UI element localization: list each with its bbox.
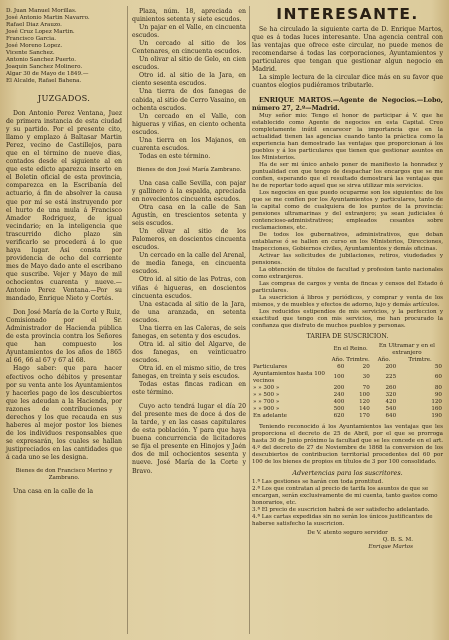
date-line: Algar 30 de Mayo de 1849.— (6, 71, 89, 77)
table-row (252, 364, 443, 371)
property-item: Otra casa en la calle de San Agustín, en trescientos setenta y seis escudos. (132, 204, 246, 228)
article-paragraph: Teniendo reconocido á los Ayuntamientos las ventajas que les proporciona el decreto de 25 de Abril, por el que se prorroga hasta 30 de Junio próximo la facultad que se les concede en el art. 4.º del decreto de 27 de Noviembre de 1868 la conversion de los descubiertos de contribucion territorial procedentes del 60 por 100 de los bienes de propios en títulos de 3 por 100 consolidado. (252, 423, 443, 465)
article-paragraph: Muy señor mio: Tengo el honor de participar á V. que he establecido como Agente de negocios en esta Capital. Creo completamente inútil encarecer la importancia que en la actualidad tienen las agencias cuando tanto la práctica como la experiencia han demostrado las ventajas que proporcionan á los pueblos y á los particulares que tienen que gestionar asuntos en los Ministerios. (252, 112, 443, 161)
table-cell: 50 (434, 363, 442, 370)
article-paragraph: Ha de ser mi único anhelo poner de manifiesto la honradez y puntualidad con que tengo de despachar los encargos que se me confien, esperando que el resultado demostrará las ventajas que he de reportar todo aquel que se sirva utilizar mis servicios. (252, 161, 443, 189)
article-paragraph: Activar las solicitudes de jubilaciones, retiros, viudedades y pensiones. (252, 252, 443, 266)
column-left (6, 8, 122, 496)
property-item: Una casa calle Sevilla, con pajar y gallinero á la espalda, apreciada en novecientos cincuenta escudos. (132, 179, 246, 203)
goods-heading: Bienes de don José María Zambrano. (136, 166, 242, 173)
table-cell: 30 (362, 374, 370, 381)
member-name: Antonio Sanchez Puerto. (6, 57, 76, 63)
property-item: Otro id. al sitio de las Potras, con viñas é higueras, en doscientos cincuenta escudos. (132, 276, 246, 300)
table-cell: 140 (359, 405, 370, 412)
column-right (252, 5, 443, 551)
property-item: Un cercado en el Valle, con higueras y viñas, en ciento ochenta escudos. (132, 112, 246, 136)
property-item: Una tierra en las Caleras, de seis fanegas, en setenta y dos escudos. (132, 324, 246, 340)
table-cell: 170 (359, 412, 370, 419)
table-cell: 240 (333, 391, 345, 398)
note-item: 1.ª Las gestiones se harán con toda prontitud. (252, 478, 384, 485)
property-item: Otra id. al sitio del Algarve, de dos fanegas, en veinticuatro escudos. (132, 340, 246, 364)
property-item: Una tierra en los Majanos, en cuarenta escudos. (132, 136, 246, 152)
table-cell: 70 (362, 384, 370, 391)
table-cell: 420 (385, 398, 397, 405)
note-item: 4.ª Las cartas expedidas sin no serán los únicos justificantes de haberse satisfecho la suscricion. (252, 513, 433, 527)
property-item: Una estacada al sitio de la Jara, de una aranzada, en setenta escudos. (132, 300, 246, 324)
row-label: » » 900 » (253, 405, 280, 412)
property-item: Un cercado al sitio de los Centenares, en cincuenta escudos. (132, 40, 246, 56)
member-name: José Antonio Martin Navarro. (6, 15, 90, 21)
table-cell: 60 (337, 363, 345, 370)
table-cell: 60 (434, 374, 442, 381)
property-item: Una tierra de dos fanegas de cabida, al sitio de Cerro Vasaino, en ochenta escudos. (132, 88, 246, 112)
property-item: Un olivar al sitio de los Palomeros, en doscientos cincuenta escudos. (132, 228, 246, 252)
table-cell: 200 (333, 384, 345, 391)
table-cell: 80 (434, 384, 442, 391)
property-item: Todas estas fincas radican en este término. (132, 381, 246, 397)
notes-heading: Advertencias para los suscritores. (292, 468, 403, 477)
table-cell: 400 (333, 398, 345, 405)
article-paragraph: Los reducidos estipendios de mis servicios, y la perfeccion y exactitud que tengo con mis servicios, me han procurado la confianza que disfruto de muchos pueblos y personas. (252, 308, 443, 329)
article-paragraph: La simple lectura de la circular dice más en su favor que cuantos elogios pudiéramos tributarle. (252, 74, 443, 90)
juzgados-heading: JUZGADOS. (37, 93, 91, 103)
member-name: D. Juan Manuel Morillas. (6, 8, 77, 14)
table-cell: 200 (385, 363, 397, 370)
edict-paragraph: Don José María de la Corte y Ruiz, Comisionado por el Sr. Administrador de Hacienda pública de esta provincia contra los Señores que han compuesto los Ayuntamientos de los años de 1865 al 66, 66 al 67 y 67 al 68. (6, 309, 122, 365)
article-paragraph: Las compras de cargos y venta de fincas y censos del Estado ó particulares. (252, 280, 443, 294)
table-cell: 500 (333, 405, 345, 412)
mayor-signature: El Alcalde, Rafael Bahena. (6, 78, 82, 84)
row-label: » » 500 » (253, 391, 280, 398)
column-divider-1 (127, 6, 128, 634)
article-paragraph: La suscricion á libros y periódicos, y comprar y venta de los mismos, y de muebles y efectos de adorno, lujo y demás artículos. (252, 294, 443, 308)
edict-paragraph: Hago saber: que para hacer efectivos ocho débitos y presentar por su venta ante los Ayuntamientos y hacerles pago de los descubiertos que les adeudan a la Hacienda, por razones de contribuciones y derechos y los que recauda en sus haberes al mejor postor los bienes de los individuos responsables que se expresarán, los cuales se hallan justipreciados en las cantidades que á cada uno se les designa. (6, 365, 122, 461)
member-name: Rafael Diaz Arauzo. (6, 22, 62, 28)
article-paragraph: Los negocios en que puedo ocuparme son los siguientes: de los que se me confíen por los Ayuntamientos y particulares, tanto de la capital como de cualquiera de los puntos de la provincia: pensiones ultramarinas y del extranjero; ya sean judiciales ó contencioso-administrativos; empleados cesantes sobre reclamaciones, etc. (252, 189, 443, 231)
table-cell: 620 (333, 412, 345, 419)
closing-line: De V. atento seguro servidor (307, 529, 388, 536)
column-header: Año. (377, 356, 391, 363)
property-item: Un olivar al sitio de Gelo, en cien escudos. (132, 56, 246, 72)
column-middle (132, 8, 246, 476)
table-cell: 640 (385, 412, 397, 419)
tarifa-heading: TARIFA DE SUSCRICION. (306, 332, 389, 340)
member-name: José Cruz Lopez Martin. (6, 29, 75, 35)
agent-address: ENRIQUE MARTOS.—Agente de Negocios.—Lobo, número 27, 2.º—Madrid. (252, 96, 443, 113)
closing-abbrev: Q. B. S. M. (382, 536, 413, 543)
column-header: Trimtre. (408, 356, 432, 363)
table-cell: 225 (385, 374, 397, 381)
row-label: » » 700 » (253, 398, 280, 405)
table-cell: 260 (385, 384, 397, 391)
goods-heading: Bienes de don Francisco Merino y Zambrano. (15, 468, 113, 482)
table-cell: 20 (362, 363, 370, 370)
auction-notice: Cuyo acto tendrá lugar el día 20 del presente mes de doce á dos de la tarde, y en las casas capitulares de esta población. Y para que haya buena concurrencia de licitadores se fija el presente en Hinojos y Jaén dos de mil ochocientos sesenta y nueve. José María de la Corte y Bravo. (132, 403, 246, 475)
table-cell: 190 (431, 412, 442, 419)
property-item: Un pajar en el Valle, en cincuenta escudos. (132, 24, 246, 40)
member-name: Francisco Garcia. (6, 36, 57, 42)
table-cell: 120 (431, 398, 442, 405)
note-item: 2.ª Los que contratan al precio de tarifa los asuntos de que se encargan, serán exclusivamente de mi cuenta, tanto gastos como honorarios, etc. (252, 485, 438, 506)
column-header: En el Reino. (333, 346, 368, 353)
table-cell: 160 (431, 405, 442, 412)
table-row (252, 399, 443, 406)
section-title: INTERESANTE. (276, 5, 419, 23)
member-name: Vicente Sanchez. (6, 50, 55, 56)
row-label: Particulares (253, 363, 288, 370)
row-label: » » 300 » (253, 384, 280, 391)
property-item: Otro id. al sitio de la Jara, en ciento sesenta escudos. (132, 72, 246, 88)
column-header: Año. (331, 356, 345, 363)
table-cell: 540 (385, 405, 397, 412)
tarifa-table (252, 343, 443, 420)
note-item: 3.ª El precio de suscricion habrá de ser satisfecho adelantado. (252, 506, 430, 513)
table-row (252, 406, 443, 413)
table-cell: 320 (385, 391, 397, 398)
article-paragraph: De todos los gubernativos, administrativos, que deban entablarse ó se hallen en curso en los Ministerios, Direcciones, Inspecciones, Gobiernos civiles, Ayuntamientos y demás oficinas. (252, 231, 443, 252)
property-item: Plaza, núm. 18, apreciada en quinientos setenta y siete escudos. (132, 8, 246, 24)
article-paragraph: Se ha circulado la siguiente carta de D. Enrique Martos, que es á todas luces interesante. Una agencia central con las ventajas que ofrece este circular, no puede menos de recomendarse á todas las corporaciones, Ayuntamientos y particulares que tengan que gestionar algun negocio en Madrid. (252, 26, 443, 74)
row-label: En adelante (253, 412, 287, 419)
table-row (252, 392, 443, 399)
council-members-list (6, 8, 122, 85)
edict-paragraph: Don Antonio Perez Ventana, Juez de primera instancia de esta ciudad y su partido. Por el presente cito, llamo y emplazo á Baltasar Martin Perez, vecino de Castillejos, para que en el término de nueve dias, contados desde el siguiente al en que este edicto aparezca inserto en el Boletin oficial de esta provincia, comparezca en la Escribanía del actuario, á fin de absolver la causa que por mí se está instruyendo por el hurto de una mula á Francisco Amador Rodriguez, de igual vecindario; en la inteligencia que trascurrido dicho plazo sin verificarlo se procederá á lo que haya lugar. Asi consta por providencia de ocho del corriente mes de Mayo dado ante el escribano que suscribe. Vejer y Mayo de mil ochocientos cuarenta y nueve.—Antonio Perez Ventana.—Por su mandado, Enrique Nieto y Cortés. (6, 110, 122, 303)
closing-signature: Enrique Martos (368, 543, 413, 550)
article-paragraph: La obtención de títulos de facultad y profesion tanto nacionales como extranjeros. (252, 266, 443, 280)
table-row (252, 371, 443, 385)
member-name: Joaquin Sanchez Molinero. (6, 64, 83, 70)
table-cell: 120 (359, 398, 370, 405)
row-label: Ayuntamientos hasta 100 vecinos (253, 370, 325, 384)
member-name: José Moreno Lopez. (6, 43, 63, 49)
property-item: Otra id. en el mismo sitio, de tres fanegas, en treinta y seis escudos. (132, 364, 246, 381)
column-header: Trimtre. (346, 356, 370, 363)
column-header: En Ultramar y en el extranjero (378, 342, 435, 356)
table-cell: 90 (434, 391, 442, 398)
table-cell: 100 (333, 374, 345, 381)
table-row (252, 413, 443, 420)
table-cell: 100 (359, 391, 370, 398)
table-row (252, 385, 443, 392)
property-item: Un cercado en la calle del Arenal, de media fanega, en cincuenta escudos. (132, 252, 246, 276)
property-item: Todas en este término. (139, 152, 211, 160)
column-divider-2 (249, 6, 250, 634)
edict-paragraph: Una casa en la calle de la (13, 488, 94, 496)
